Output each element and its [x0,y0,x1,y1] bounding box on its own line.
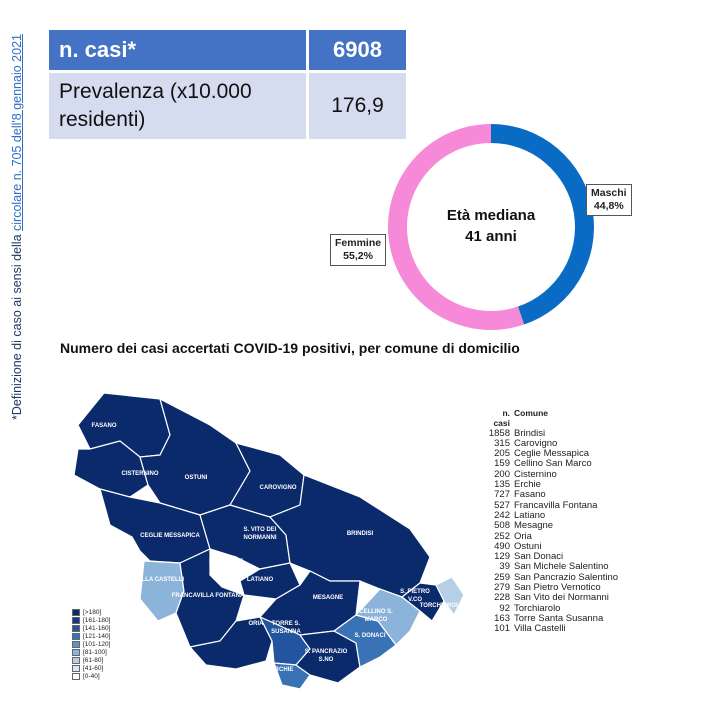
map-label: ORIA [248,621,264,627]
municipality-name: Torre Santa Susanna [514,612,604,624]
legend-swatch [72,609,80,616]
map-label: S. DONACI [354,633,386,639]
case-count: 200 [494,468,510,480]
summary-table [49,27,406,142]
map-label: S.NO [318,657,334,663]
municipality-name: Mesagne [514,520,554,532]
legend-swatch [72,617,80,624]
case-count: 252 [494,530,510,542]
map-label: ERCHIE [270,667,294,673]
table-row [484,624,618,634]
table-header [484,408,618,429]
case-definition-text: *Definizione di caso ai sensi della [10,231,24,420]
prevalence-label: Prevalenza (x10.000 residenti) [49,73,309,139]
municipality-name: San Pietro Vernotico [514,582,601,594]
legend-label: [161-180] [83,616,111,624]
male-value: 44,8% [593,200,624,212]
legend-label: [121-140] [83,632,111,640]
municipality-name: San Pancrazio Salentino [514,571,619,583]
case-count: 242 [494,509,510,521]
map-title: Numero dei casi accertati COVID-19 positivi, per comune di domicilio [60,340,520,356]
map-label: MESAGNE [312,595,344,601]
municipality-name: Oria [514,530,532,542]
map-label: CEGLIE MESSAPICA [140,533,200,539]
map-legend [72,608,110,680]
case-count: 163 [494,612,510,624]
municipality-name: San Donaci [514,551,564,563]
legend-item [72,624,110,632]
province-map [60,385,480,705]
female-callout [330,234,386,266]
municipality-name: San Vito dei Normanni [514,592,609,604]
map-label: V.CO [407,597,423,603]
case-count: 315 [494,437,510,449]
case-count: 205 [494,448,510,460]
legend-label: [81-100] [83,648,107,656]
case-count: 129 [494,551,510,563]
prevalence-row [49,73,406,139]
case-count: 101 [494,623,510,635]
donut-center-line-2: 41 anni [465,228,517,245]
municipality-name: Erchie [514,479,541,491]
map-label: OSTUNI [184,475,208,481]
legend-label: [61-80] [83,656,104,664]
male-callout [586,184,632,216]
map-label: VILLA CASTELLI [135,577,185,583]
cases-value: 6908 [309,30,406,70]
col-header-municipality: Comune [514,408,548,418]
legend-item [72,632,110,640]
map-label: LATIANO [246,577,274,583]
map-label: MARCO [364,617,388,623]
donut-center-line-1: Età mediana [446,207,536,224]
municipality-name: Cisternino [514,468,557,480]
case-count: 228 [494,592,510,604]
municipality-name: Fasano [514,489,546,501]
legend-item [72,656,110,664]
map-label: TORRE S. [271,621,301,627]
case-count: 1858 [488,427,510,439]
municipality-name: Francavilla Fontana [514,499,598,511]
case-count: 279 [494,582,510,594]
legend-item [72,608,110,616]
legend-item [72,672,110,680]
legend-label: [41-60] [83,664,104,672]
map-label: CAROVIGNO [259,485,297,491]
map-label: CELLINO S. [359,609,393,615]
case-count: 39 [499,561,510,573]
case-count: 490 [494,540,510,552]
municipality-name: San Michele Salentino [514,561,609,573]
case-count: 92 [499,602,510,614]
cases-by-municipality-table [484,408,618,635]
map-label: S. PIETRO [400,589,430,595]
map-label: S. MICHELE [208,559,244,565]
municipality-name: Ceglie Messapica [514,448,589,460]
legend-label: [>180] [83,608,102,616]
legend-swatch [72,625,80,632]
legend-item [72,648,110,656]
legend-swatch [72,665,80,672]
map-label: BRINDISI [346,531,374,537]
legend-item [72,640,110,648]
map-label: S.NO [218,567,234,573]
legend-label: [0-40] [83,672,100,680]
map-label: CISTERNINO [121,471,159,477]
col-header-cases: n. casi [493,408,510,429]
municipality-name: Cellino San Marco [514,458,592,470]
female-value: 55,2% [343,250,373,262]
legend-swatch [72,633,80,640]
case-count: 727 [494,489,510,501]
map-label: S. PANCRAZIO [304,649,348,655]
circular-link[interactable]: circolare n. 705 dell'8 gennaio 2021 [10,34,24,231]
map-label: FASANO [91,423,117,429]
legend-label: [141-160] [83,624,111,632]
map-label: S. VITO DEI [243,527,277,533]
legend-item [72,616,110,624]
case-count: 508 [494,520,510,532]
case-count: 527 [494,499,510,511]
female-label: Femmine [335,237,382,249]
map-label: SUSANNA [271,629,301,635]
municipality-name: Torchiarolo [514,602,561,614]
legend-item [72,664,110,672]
cases-label: n. casi* [49,30,309,70]
municipality-name: Ostuni [514,540,542,552]
case-count: 259 [494,571,510,583]
municipality-name: Villa Castelli [514,623,566,635]
map-label: FRANCAVILLA FONTANA [171,593,245,599]
map-label: NORMANNI [243,535,277,541]
case-count: 135 [494,479,510,491]
municipality-name: Latiano [514,509,546,521]
cases-row [49,30,406,70]
prevalence-value: 176,9 [309,73,406,139]
legend-swatch [72,649,80,656]
map-label: TORCHIAROLO [419,603,465,609]
male-label: Maschi [591,187,627,199]
case-definition-note [10,0,26,420]
legend-swatch [72,657,80,664]
case-count: 159 [494,458,510,470]
legend-label: [101-120] [83,640,111,648]
municipality-name: Carovigno [514,437,558,449]
legend-swatch [72,641,80,648]
legend-swatch [72,673,80,680]
donut-center-text [430,205,552,247]
municipality-name: Brindisi [514,427,546,439]
